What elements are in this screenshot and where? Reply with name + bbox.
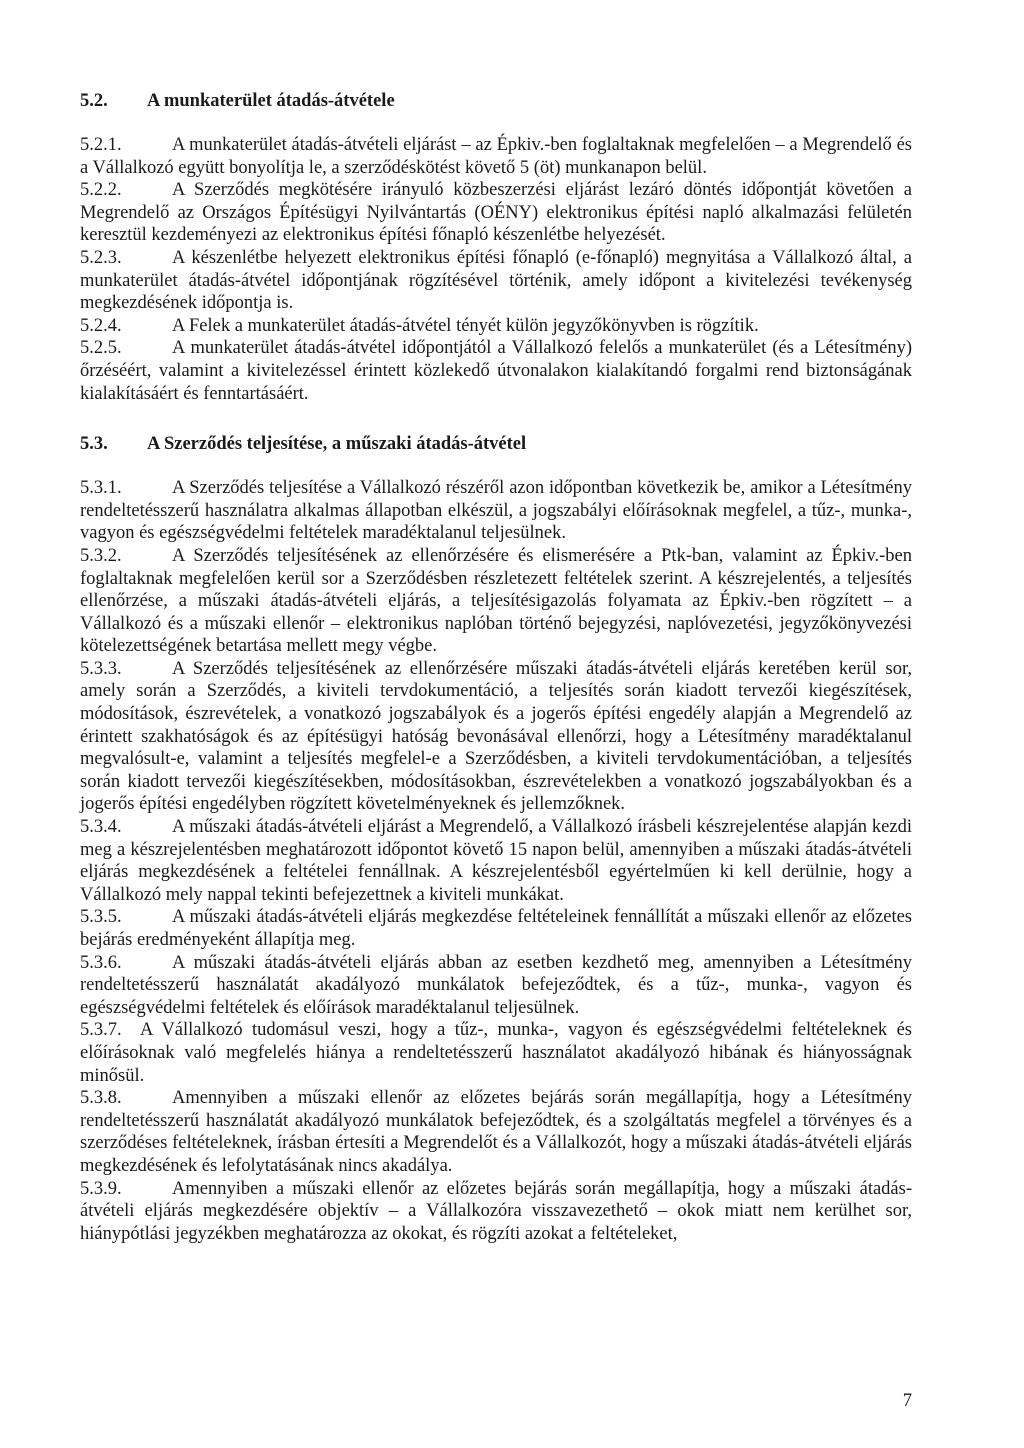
paragraph-number: 5.3.8. — [80, 1088, 122, 1109]
paragraph-5-3-6 — [80, 952, 912, 1020]
section-heading — [80, 88, 912, 114]
paragraph-number: 5.2.5. — [80, 338, 122, 359]
paragraph-number: 5.3.3. — [80, 658, 122, 679]
paragraph-number: 5.3.2. — [80, 545, 122, 566]
paragraph-text: A műszaki átadás-átvételi eljárás megkezdése feltételeinek fennállítát a műszaki ellenőr az előzetes bejárás eredményeként állapítja meg. — [80, 907, 912, 950]
paragraph-number: 5.2.1. — [80, 135, 122, 155]
paragraph-text: A műszaki átadás-átvételi eljárást a Megrendelő, a Vállalkozó írásbeli készrejelentése alapján kezdi meg a készrejelentésben meghatározott időpontot követő 15 napon belül, amennyiben a műszaki átadás-átvételi eljárás megkezdésének a feltételei fennállnak. A készrejelentésből egyértelműen ki kell derülnie, hogy a Vállalkozó mely nappal tekinti befejezettnek a kiviteli munkákat. — [80, 817, 912, 905]
paragraph-number: 5.2.3. — [80, 247, 122, 268]
paragraph-number: 5.2.4. — [80, 315, 122, 336]
paragraph-5-3-8 — [80, 1087, 912, 1177]
paragraph-5-2-5 — [80, 337, 912, 405]
paragraph-5-3-9 — [80, 1178, 912, 1246]
paragraph-text: A Felek a munkaterület átadás-átvétel tényét külön jegyzőkönyvben is rögzítik. — [172, 315, 759, 336]
paragraph-text: A készenlétbe helyezett elektronikus építési főnapló (e-főnapló) megnyitása a Vállalkozó által, a munkaterület átadás-átvétel időpontjának rögzítésével történik, amely időpont a kivitelezési tevékenység megkezdésének időpontja is. — [80, 247, 912, 314]
paragraph-5-2-2 — [80, 179, 912, 247]
section-number: 5.3. — [80, 434, 108, 455]
paragraph-text: A munkaterület átadás-átvétel időpontjától a Vállalkozó felelős a munkaterület (és a Létesítmény) őrzéséért, valamint a kivitelezéssel érintett közlekedő útvonalakon kialakítandó forgalmi rend biztonságának kialakításáért és fenntartásáért. — [80, 338, 912, 404]
paragraph-text: A Szerződés teljesítésének az ellenőrzésére és elismerésére a Ptk-ban, valamint az Épkiv.-ben foglaltaknak megfelelően kerül sor a Szerződésben részletezett feltételek szerint. A készrejelentés, a teljesítés ellenőrzése, a műszaki átadás-átvételi eljárás, a teljesítésigazolás folyamata az Épkiv.-ben rögzített – a Vállalkozó és a műszaki ellenőr – elektronikus naplóban történő bejegyzési, naplóvezetési, jegyzőkönyvezési kötelezettségének betartása mellett megy végbe. — [80, 545, 912, 657]
paragraph-number: 5.3.7. — [80, 1020, 122, 1041]
section-title: A munkaterület átadás-átvétele — [147, 91, 395, 111]
paragraph-number: 5.3.9. — [80, 1178, 122, 1199]
paragraph-text: A munkaterület átadás-átvételi eljárást – az Épkiv.-ben foglaltaknak megfelelően – a Megrendelő és a Vállalkozó együtt bonyolítja le, a szerződéskötést követő 5 (öt) munkanapon belül. — [80, 135, 912, 178]
paragraph-text: Amennyiben a műszaki ellenőr az előzetes bejárás során megállapítja, hogy a műszaki átadás-átvételi eljárás megkezdésére objektív – a Vállalkozóra visszavezethető – okok miatt nem kerülhet sor, hiánypótlási jegyzékben meghatározza az okokat, és rögzíti azokat a feltételeket, — [80, 1178, 912, 1244]
section-title: A Szerződés teljesítése, a műszaki átadás-átvétel — [147, 434, 527, 455]
paragraph-number: 5.3.4. — [80, 817, 122, 838]
paragraph-text: Amennyiben a műszaki ellenőr az előzetes bejárás során megállapítja, hogy a Létesítmény rendeltetésszerű használatát akadályozó munkálatok befejeződtek, és a szolgáltatás megfelel a törvényes és a szerződéses feltételeknek, írásban értesíti a Megrendelőt és a Vállalkozót, hogy a műszaki átadás-átvételi eljárás megkezdésének és lefolytatásának nincs akadálya. — [80, 1088, 912, 1176]
paragraph-text: A műszaki átadás-átvételi eljárás abban az esetben kezdhető meg, amennyiben a Létesítmény rendeltetésszerű használatát akadályozó munkálatok befejeződtek, és a tűz-, munka-, vagyon és egészségvédelmi feltételek és előírások maradéktalanul teljesülnek. — [80, 952, 912, 1018]
section-heading — [80, 431, 912, 457]
section-spacer — [80, 405, 912, 431]
paragraph-5-3-4 — [80, 816, 912, 906]
section-5-3 — [80, 431, 912, 1245]
paragraph-text: A Szerződés megkötésére irányuló közbeszerzési eljárást lezáró döntés időpontját követően a Megrendelő az Országos Építésügyi Nyilvántartás (OÉNY) elektronikus építési napló alkalmazási felületén keresztül kezdeményezi az elektronikus építési főnapló készenlétbe helyezését. — [80, 180, 912, 246]
document-page — [80, 88, 912, 1245]
paragraph-text: A Szerződés teljesítésének az ellenőrzésére műszaki átadás-átvételi eljárás keretében kerül sor, amely során a Szerződés, a kiviteli tervdokumentáció, a teljesítés során kiadott tervezői kiegészítések, módosítások, észrevételek, a vonatkozó jogszabályok és a jogerős építési engedély alapján a Megrendelő az érintett szakhatóságok és az építésügyi hatóság bevonásával ellenőrzi, hogy a Létesítmény maradéktalanul megvalósult-e, valamint a teljesítés megfelel-e a Szerződésben, a kiviteli tervdokumentációban, a teljesítés során kiadott tervezői kiegészítésekben, módosításokban, észrevételekben a vonatkozó jogszabályokban és a jogerős építési engedélyben rögzített követelményeknek és jellemzőknek. — [80, 658, 912, 815]
paragraph-text: A Szerződés teljesítése a Vállalkozó részéről azon időpontban következik be, amikor a Létesítmény rendeltetésszerű használatra alkalmas állapotban elkészül, a jogszabályi előírásoknak megfelel, a tűz-, munka-, vagyon és egészségvédelmi feltételek maradéktalanul teljesülnek. — [80, 478, 912, 544]
paragraph-5-3-7 — [80, 1019, 912, 1087]
paragraph-5-3-5 — [80, 906, 912, 951]
paragraph-number: 5.3.5. — [80, 907, 122, 928]
page-number: 7 — [902, 1391, 912, 1411]
paragraph-5-3-1 — [80, 477, 912, 545]
paragraph-text: A Vállalkozó tudomásul veszi, hogy a tűz-, munka-, vagyon és egészségvédelmi feltételeknek és előírásoknak való megfelelés hiánya a rendeltetésszerű használatot akadályozó hibának és hiányosságnak minősül. — [80, 1020, 912, 1086]
paragraph-number: 5.2.2. — [80, 180, 122, 201]
paragraph-5-2-1 — [80, 134, 912, 179]
paragraph-5-2-3 — [80, 247, 912, 315]
section-number: 5.2. — [80, 91, 108, 111]
paragraph-5-2-4 — [80, 315, 912, 338]
paragraph-number: 5.3.1. — [80, 478, 122, 499]
section-5-2 — [80, 88, 912, 405]
paragraph-5-3-3 — [80, 658, 912, 816]
paragraph-number: 5.3.6. — [80, 952, 122, 973]
paragraph-5-3-2 — [80, 545, 912, 658]
